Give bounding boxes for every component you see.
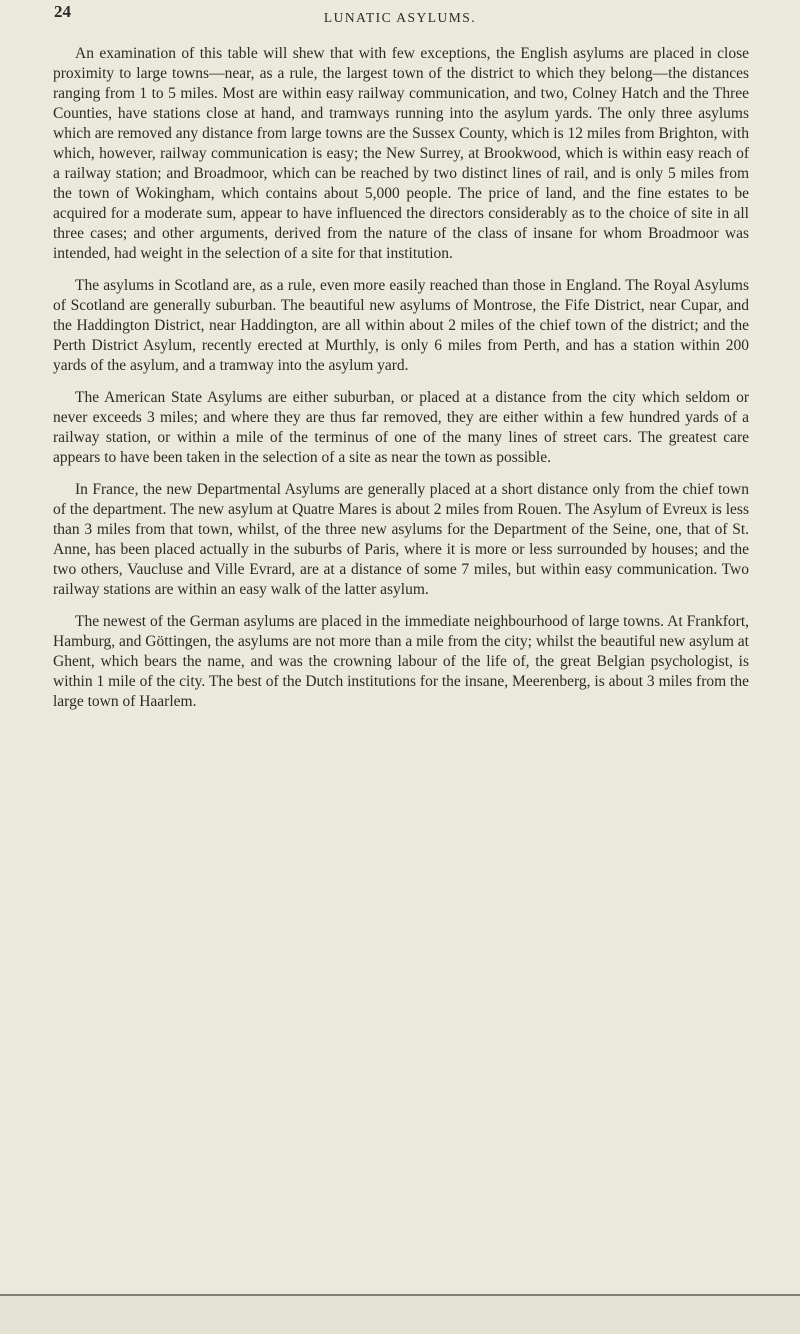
paragraph-france-asylums: In France, the new Departmental Asylums are generally placed at a short distance only from the chief town of the department. The new asylum at Quatre Mares is about 2 miles from Rouen. The Asylum of Evreux is less than 3 miles from that town, whilst, of the three new asylums for the Department of the Seine, one, that of St. Anne, has been placed actually in the suburbs of Paris, where it is more or less surrounded by houses; and the two others, Vaucluse and Ville Evrard, are at a distance of some 7 miles, but within easy communication. Two railway stations are within an easy walk of the latter asylum.	[53, 481, 749, 598]
page-bottom-margin	[0, 1296, 800, 1334]
paragraph-american-asylums: The American State Asylums are either suburban, or placed at a distance from the city which seldom or never exceeds 3 miles; and where they are thus far removed, they are either within a few hundred yards of a railway station, or within a mile of the terminus of one of the many lines of street cars. The greatest care appears to have been taken in the selection of a site as near the town as possible.	[53, 389, 749, 466]
paragraph-german-asylums: The newest of the German asylums are placed in the immediate neighbourhood of large towns. At Frankfort, Hamburg, and Göttingen, the asylums are not more than a mile from the city; whilst the beautiful new asylum at Ghent, which bears the name, and was the crowning labour of the life of, the great Belgian psychologist, is within 1 mile of the city. The best of the Dutch institutions for the insane, Meerenberg, is about 3 miles from the large town of Haarlem.	[53, 613, 749, 710]
paragraph-english-asylums: An examination of this table will shew that with few exceptions, the English asylums are placed in close proximity to large towns—near, as a rule, the largest town of the district to which they belong—the distances ranging from 1 to 5 miles. Most are within easy railway communication, and two, Colney Hatch and the Three Counties, have stations close at hand, and tramways running into the asylum yards. The only three asylums which are removed any distance from large towns are the Sussex County, which is 12 miles from Brighton, with which, however, railway communication is easy; the New Surrey, at Brookwood, which is within easy reach of a railway station; and Broadmoor, which can be reached by two distinct lines of rail, and is only 5 miles from the town of Wokingham, which contains about 5,000 people. The price of land, and the fine estates to be acquired for a moderate sum, appear to have influenced the directors considerably as to the choice of site in all three cases; and other arguments, derived from the nature of the class of insane for whom Broadmoor was intended, had weight in the selection of a site for that institution.	[53, 45, 749, 262]
paragraph-scotland-asylums: The asylums in Scotland are, as a rule, even more easily reached than those in England. The Royal Asylums of Scotland are generally suburban. The beautiful new asylums of Montrose, the Fife District, near Cupar, and the Haddington District, near Haddington, are all within about 2 miles of the chief town of the district; and the Perth District Asylum, recently erected at Murthly, is only 6 miles from Perth, and has a station within 200 yards of the asylum, and a tramway into the asylum yard.	[53, 277, 749, 374]
page-number: 24	[54, 2, 71, 21]
running-head: LUNATIC ASYLUMS.	[323, 10, 477, 25]
body-text	[53, 44, 749, 724]
